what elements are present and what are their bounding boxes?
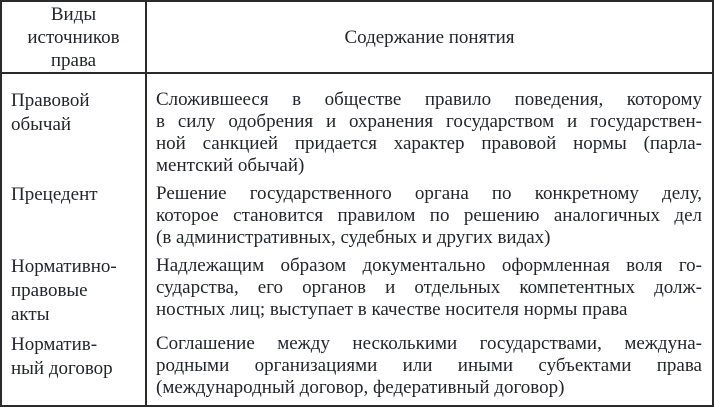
text-line: которое становится правилом по решению аналогичных дел — [156, 205, 702, 226]
definition-cell-precedent — [147, 177, 712, 249]
term-cell-normative-acts — [2, 249, 147, 327]
table-row-normative-treaty — [2, 327, 712, 405]
definition-cell-legal-custom — [147, 74, 712, 177]
text-line: Сложившееся в обществе правило поведения, которому — [156, 89, 702, 110]
text-line: (в административных, судебных и других видах) — [156, 227, 551, 248]
text-line: Надлежащим образом документально оформленная воля го- — [156, 255, 702, 276]
text-line: родными организациями или иными субъектами права — [156, 355, 702, 376]
header-cell-source-types — [2, 2, 147, 72]
text-line: ный договор — [11, 358, 113, 379]
term-cell-normative-treaty — [2, 327, 147, 405]
header-cell-concept-content — [147, 2, 712, 72]
text-line: в силу одобрения и охранения государством и государствен- — [156, 111, 702, 132]
text-line: ностных лиц; выступает в качестве носителя нормы права — [156, 299, 628, 320]
term-cell-legal-custom — [2, 74, 147, 177]
text-line: Решение государственного органа по конкретному делу, — [156, 183, 702, 204]
table-header-row — [2, 2, 712, 74]
text-line: акты — [11, 304, 50, 325]
header-label-concept-content: Содержание понятия — [344, 26, 515, 48]
table-row-precedent — [2, 177, 712, 249]
text-line: (международный договор, федеративный договор) — [156, 377, 565, 398]
table-row-normative-acts — [2, 249, 712, 327]
text-line: Правовой — [11, 90, 90, 111]
definition-cell-normative-acts — [147, 249, 712, 327]
text-line: Нормативно- — [11, 256, 117, 277]
text-line: ментский обычай) — [156, 155, 305, 176]
term-cell-precedent — [2, 177, 147, 249]
text-line: правовые — [11, 280, 88, 301]
table-row-legal-custom — [2, 74, 712, 177]
text-line: обычай — [11, 114, 72, 135]
text-line: Норматив- — [11, 334, 98, 355]
text-line: Виды — [50, 3, 97, 25]
text-line: сударства, его органов и отдельных компетентных долж- — [156, 277, 702, 298]
definition-cell-normative-treaty — [147, 327, 712, 405]
text-line: источников — [27, 26, 120, 48]
text-line: права — [50, 49, 97, 71]
text-line: Соглашение между несколькими государствами, междуна- — [156, 333, 702, 354]
text-line: Прецедент — [11, 184, 98, 205]
text-line: ной санкцией придается характер правовой нормы (парла- — [156, 133, 702, 154]
